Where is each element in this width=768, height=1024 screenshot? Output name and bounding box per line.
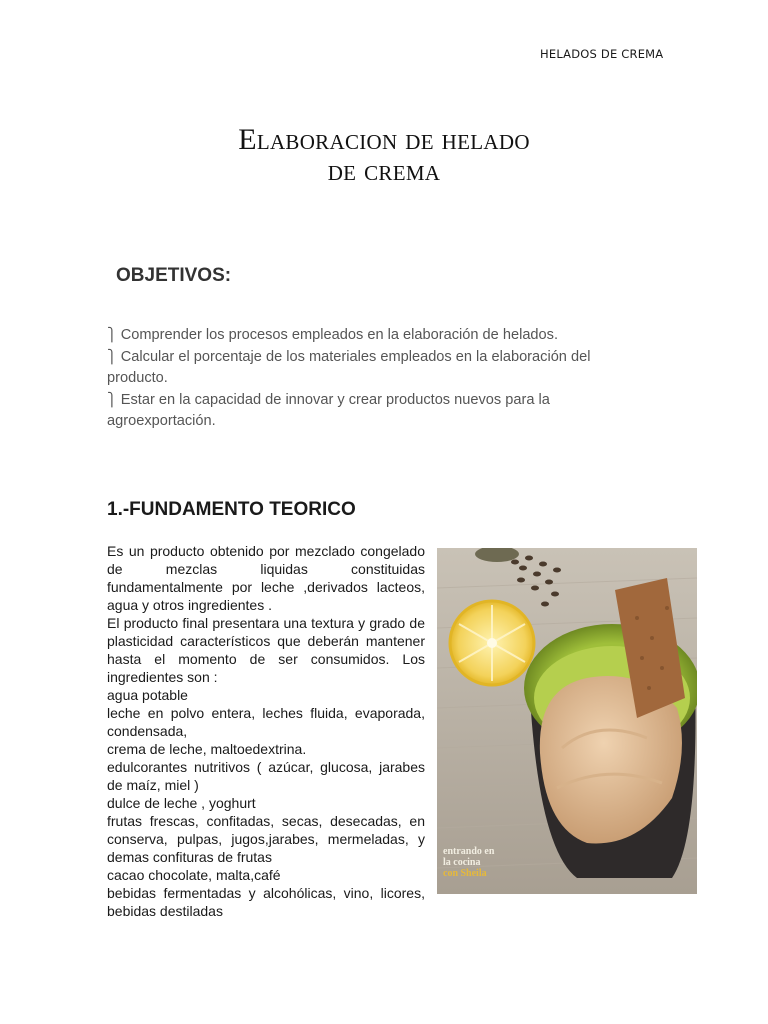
section-body — [107, 542, 425, 920]
bullet-icon: ⎫ — [107, 328, 117, 343]
body-paragraph: cacao chocolate, malta,café — [107, 867, 281, 883]
body-paragraph: El producto final presentara una textura y grado de plasticidad característicos que deberán mantener hasta el momento de ser consumidos. Los ingredientes son : — [107, 615, 425, 685]
objective-item — [107, 390, 607, 433]
running-header: HELADOS DE CREMA — [540, 47, 664, 61]
body-paragraph: agua potable — [107, 687, 188, 703]
body-paragraph: leche en polvo entera, leches fluida, evaporada, condensada, — [107, 705, 425, 739]
objective-item — [107, 325, 607, 347]
document-title-line-1: Elaboracion de helado — [238, 123, 530, 156]
food-photo-illustration — [437, 548, 697, 894]
objective-item — [107, 347, 607, 390]
bullet-icon: ⎫ — [107, 392, 117, 408]
objective-text: Comprender los procesos empleados en la elaboración de helados. — [120, 327, 559, 343]
document-title-line-2: de crema — [327, 154, 441, 187]
body-paragraph: dulce de leche , yoghurt — [107, 795, 256, 811]
body-paragraph: frutas frescas, confitadas, secas, desecadas, en conserva, pulpas, jugos,jarabes, mermeladas, y demas confituras de frutas — [107, 813, 425, 865]
objective-text: Estar en la capacidad de innovar y crear productos nuevos para la agroexportación. — [107, 391, 550, 429]
watermark-line-1: entrando en — [443, 846, 495, 857]
bullet-icon: ⎫ — [107, 349, 117, 365]
body-paragraph: crema de leche, maltoedextrina. — [107, 741, 307, 757]
food-photo — [437, 548, 697, 894]
photo-watermark — [443, 846, 494, 879]
objective-text: Calcular el porcentaje de los materiales empleados en la elaboración del producto. — [107, 348, 591, 386]
document-title — [134, 124, 634, 186]
body-paragraph: edulcorantes nutritivos ( azúcar, glucosa, jarabes de maíz, miel ) — [107, 759, 425, 793]
body-paragraph: Es un producto obtenido por mezclado congelado de mezclas liquidas constituidas fundamentalmente por leche ,derivados lacteos, agua y otros ingredientes . — [107, 543, 425, 613]
section-heading: 1.-FUNDAMENTO TEORICO — [107, 499, 356, 520]
objectives-list — [107, 325, 607, 433]
body-paragraph: bebidas fermentadas y alcohólicas, vino, licores, bebidas destiladas — [107, 885, 425, 919]
watermark-line-2: la cocina — [443, 857, 481, 868]
watermark-line-3: con Sheila — [443, 868, 487, 879]
objetivos-heading: OBJETIVOS: — [116, 265, 232, 286]
